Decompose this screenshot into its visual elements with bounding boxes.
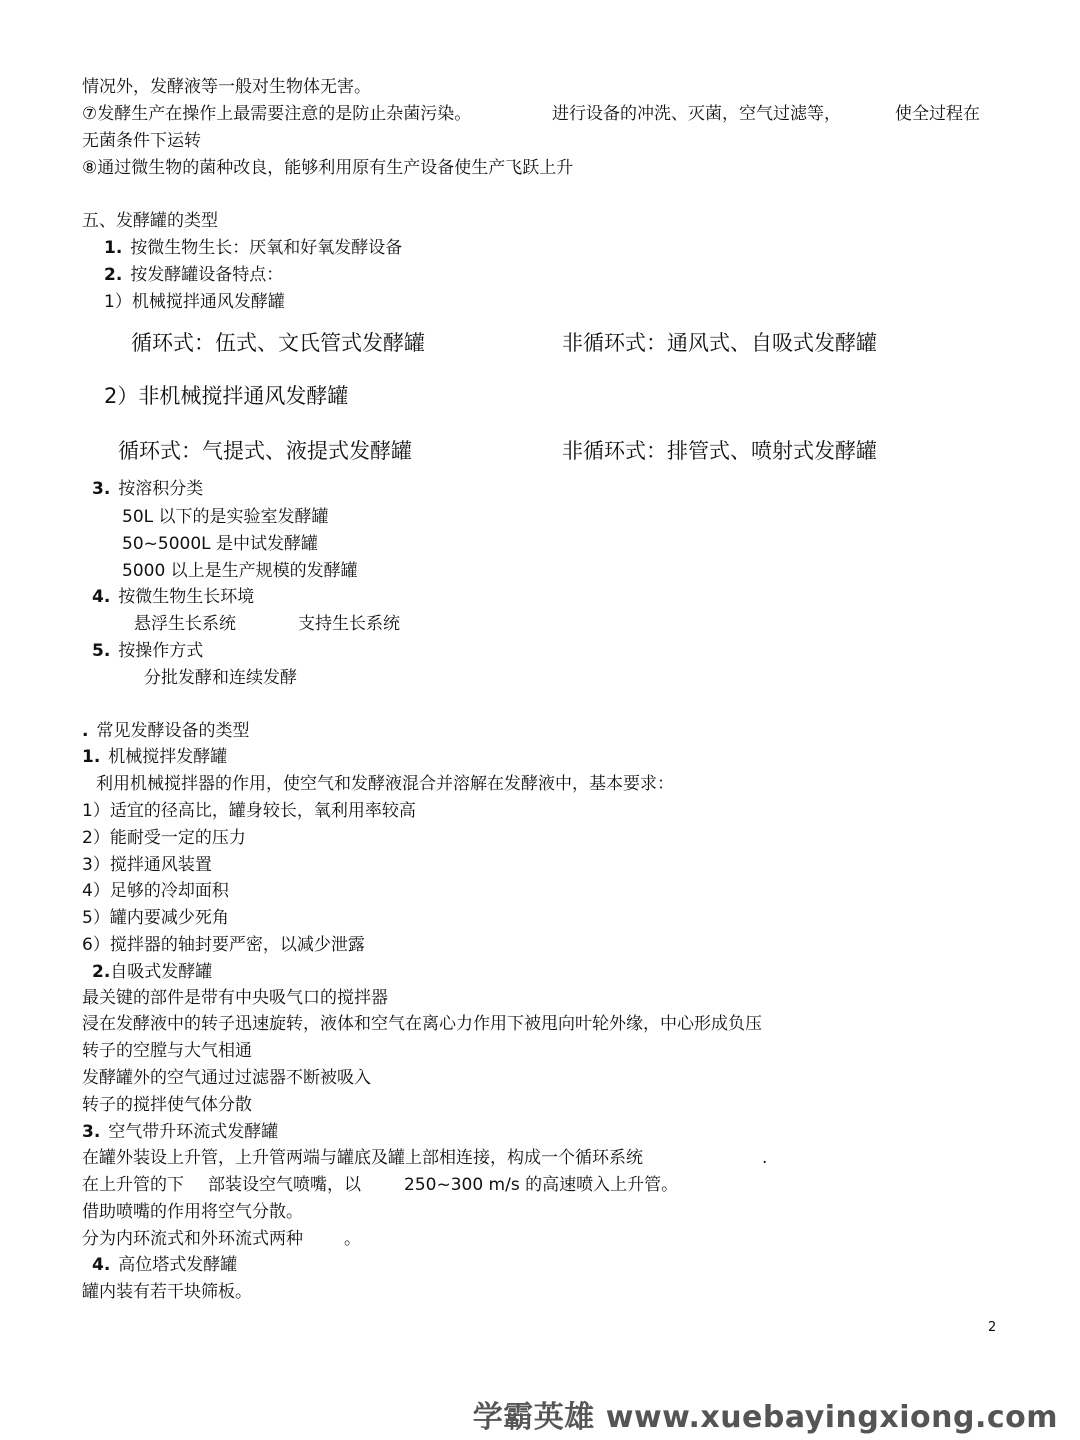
list-item [104, 264, 283, 286]
row2-left: 循环式：气提式、液提式发酵罐 [118, 439, 412, 463]
text-line: 分为内环流式和外环流式两种 [82, 1229, 303, 1249]
list-item [82, 746, 227, 768]
text-line: 250~300 m/s 的高速喷入上升管。 [404, 1175, 679, 1195]
item-text: 按微生物生长：厌氧和好氧发酵设备 [130, 238, 403, 258]
text-line: 在上升管的下 [82, 1175, 184, 1195]
item-7-part-b: 进行设备的冲洗、灭菌，空气过滤等， [552, 104, 841, 124]
row1-right: 非循环式：通风式、自吸式发酵罐 [562, 331, 877, 355]
row1-left: 循环式：伍式、文氏管式发酵罐 [131, 331, 425, 355]
watermark: 学霸英雄 www.xuebayingxiong.com [472, 1400, 1058, 1435]
requirement-item: 4）足够的冷却面积 [82, 881, 229, 901]
row2-right: 非循环式：排管式、喷射式发酵罐 [562, 439, 877, 463]
item-number: 3. [82, 1122, 101, 1142]
item-text: 高位塔式发酵罐 [118, 1255, 238, 1275]
item-8: ⑧通过微生物的菌种改良，能够利用原有生产设备使生产飞跃上升 [82, 158, 574, 178]
requirement-item: 3）搅拌通风装置 [82, 855, 212, 875]
item-text: 按发酵罐设备特点： [130, 265, 284, 285]
section-heading: 五、发酵罐的类型 [82, 211, 218, 231]
item-text: 自吸式发酵罐 [110, 962, 213, 982]
text-line: 情况外，发酵液等一般对生物体无害。 [82, 77, 371, 97]
text-line: 50L 以下的是实验室发酵罐 [122, 507, 329, 527]
section-heading [82, 720, 249, 742]
text-line: 转子的搅拌使气体分散 [82, 1095, 252, 1115]
text-line: 5000 以上是生产规模的发酵罐 [122, 561, 358, 581]
page-number: 2 [988, 1320, 997, 1335]
item-number: 2. [92, 962, 111, 982]
item-text: 按操作方式 [118, 641, 204, 661]
text-line: 最关键的部件是带有中央吸气口的搅拌器 [82, 988, 388, 1008]
item-text: 空气带升环流式发酵罐 [108, 1122, 279, 1142]
requirement-item: 5）罐内要减少死角 [82, 908, 229, 928]
item-number: 1. [82, 747, 101, 767]
text-line-dot: . [762, 1148, 768, 1168]
text-line: 50~5000L 是中试发酵罐 [122, 534, 319, 554]
item-number: 4. [92, 1255, 111, 1275]
item-7-part-c: 使全过程在 [895, 104, 980, 124]
requirement-item: 1）适宜的径高比，罐身较长，氧利用率较高 [82, 801, 416, 821]
list-item [92, 478, 203, 500]
item-text: 机械搅拌发酵罐 [108, 747, 228, 767]
text-line: 利用机械搅拌器的作用，使空气和发酵液混合并溶解在发酵液中，基本要求： [96, 774, 674, 794]
item-7-part-a: ⑦发酵生产在操作上最需要注意的是防止杂菌污染。 [82, 104, 472, 124]
text-line: 悬浮生长系统 [134, 614, 236, 634]
heading-dot: . [82, 721, 89, 741]
list-item [104, 237, 402, 259]
item-number: 1. [104, 238, 123, 258]
item-number: 4. [92, 587, 111, 607]
item-text: 按溶积分类 [118, 479, 204, 499]
text-line: 浸在发酵液中的转子迅速旋转，液体和空气在离心力作用下被甩向叶轮外缘，中心形成负压 [82, 1014, 762, 1034]
text-line: 分批发酵和连续发酵 [144, 668, 297, 688]
item-number: 3. [92, 479, 111, 499]
item-text: 按微生物生长环境 [118, 587, 255, 607]
list-item [92, 586, 254, 608]
text-line: 支持生长系统 [298, 614, 400, 634]
text-line-dot: 。 [344, 1229, 361, 1249]
text-line: 发酵罐外的空气通过过滤器不断被吸入 [82, 1068, 371, 1088]
heading-text: 常见发酵设备的类型 [96, 721, 250, 741]
requirement-item: 6）搅拌器的轴封要严密，以减少泄露 [82, 935, 365, 955]
item-number: 5. [92, 641, 111, 661]
requirement-item: 2）能耐受一定的压力 [82, 828, 246, 848]
sub-item: 2）非机械搅拌通风发酵罐 [104, 384, 349, 408]
item-number: 2. [104, 265, 123, 285]
list-item [82, 1121, 278, 1143]
text-line: 转子的空膛与大气相通 [82, 1041, 252, 1061]
text-line: 借助喷嘴的作用将空气分散。 [82, 1202, 303, 1222]
text-line: 部装设空气喷嘴，以 [208, 1175, 361, 1195]
text-line: 在罐外装设上升管，上升管两端与罐底及罐上部相连接，构成一个循环系统 [82, 1148, 643, 1168]
list-item [92, 640, 203, 662]
list-item [92, 1254, 237, 1276]
list-item [92, 961, 212, 983]
text-line: 罐内装有若干块筛板。 [82, 1282, 252, 1302]
item-7-part-d: 无菌条件下运转 [82, 131, 201, 151]
sub-item: 1）机械搅拌通风发酵罐 [104, 292, 285, 312]
